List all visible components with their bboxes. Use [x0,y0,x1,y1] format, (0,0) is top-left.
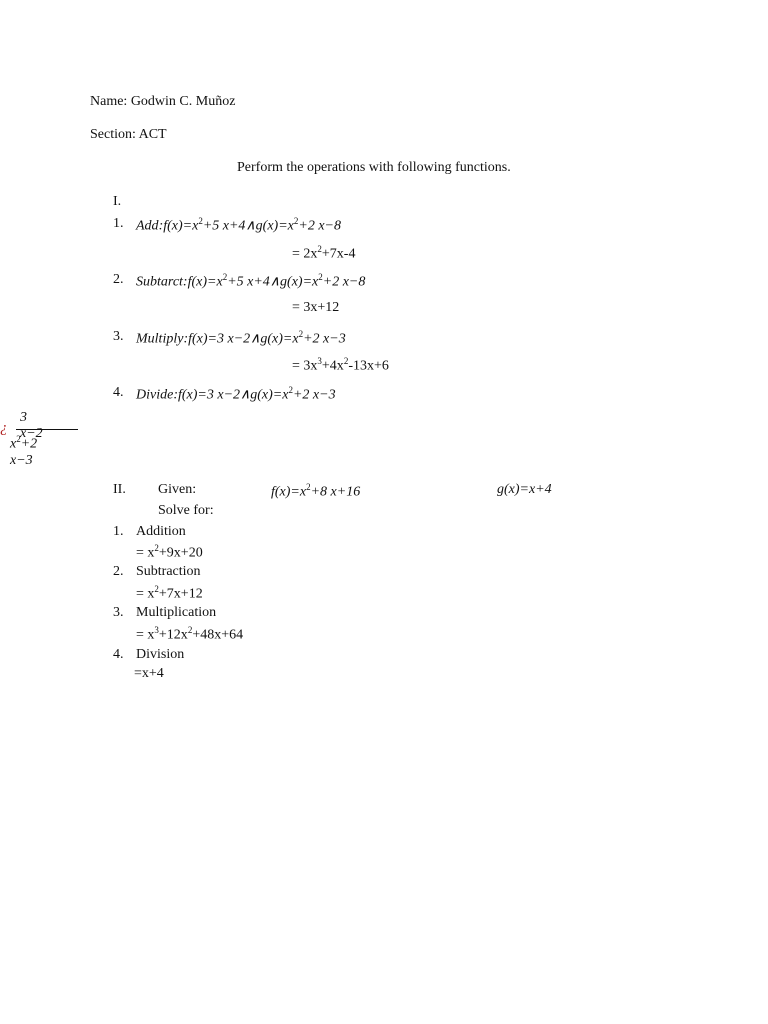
fraction-numerator: 3 x−2 [20,410,43,441]
answer-part: +12x [158,627,188,643]
answer-part: = 3x [292,358,318,374]
part2-item1-number: 1. [113,524,124,539]
part1-item3-expression: Multiply:f(x)=3 $x-2\wedge g(x)=x^2+2$ x−3 [136,329,346,347]
op-label: Add [136,218,159,234]
part2-roman: II. [113,482,126,497]
part1-item1-number: 1. [113,216,124,231]
part2-item4-number: 4. [113,647,124,662]
answer-part: +7x-4 [321,246,356,262]
part1-item2-expression: $Subtarct:f(x)=x^2+5$ $x+4\wedge g(x)=x^2+2$ x−8 [136,272,366,290]
part1-item2-answer: = 3x+12 [292,300,340,315]
given-label: Given: [158,482,197,497]
answer-part: +7x+12 [158,586,203,602]
part1-item1-answer: = $2x^2+7x-4$ [292,244,356,262]
fraction-bar [16,429,78,430]
part1-item1-expression: $Add:f(x)=x^2+5$ $x+4\wedge g(x)=x^2+2$ x−8 [136,216,341,234]
instructions: Perform the operations with following functions. [237,160,511,175]
part2-item1-answer: = $x^2+9x+20$ [136,543,203,561]
part2-item4-label: Division [136,647,185,662]
part2-item2-answer: = $x^2+7x+12$ [136,584,203,602]
part1-item3-answer: = $3x^3+4x^2-13x+6$ [292,356,389,374]
op-label: Subtarct [136,274,183,290]
part2-item3-label: Multiplication [136,605,217,620]
answer-part: +4x [321,358,344,374]
answer-part: +48x+64 [192,627,244,643]
part2-item3-number: 3. [113,605,124,620]
answer-part: = x [136,545,155,561]
section-line: Section: ACT [90,127,167,142]
part1-item4-number: 4. [113,385,124,400]
part2-item1-label: Addition [136,524,186,539]
op-label: Multiply [136,331,184,347]
given-g: g(x)=x+4 [497,482,552,497]
answer-part: = x [136,627,155,643]
part1-item3-number: 3. [113,329,124,344]
part2-item2-label: Subtraction [136,564,201,579]
op-label: Divide [136,387,174,403]
answer-part: +9x+20 [158,545,203,561]
given-f: $f(x)=x^2+8$ x+16 [271,482,361,500]
answer-part: = 2x [292,246,318,262]
part2-item4-answer: =x+4 [134,666,164,681]
part2-item3-answer: = $x^3+12x^2+48x+64$ [136,625,244,643]
solve-for-label: Solve for: [158,503,214,518]
fraction-denominator: $x^2+2$ x−3 [10,434,38,468]
part1-item4-expression: Divide:f(x)=3 $x-2\wedge g(x)=x^2+2$ x−3 [136,385,336,403]
answer-part: -13x+6 [348,358,389,374]
part1-item2-number: 2. [113,272,124,287]
part1-roman: I. [113,194,122,209]
answer-part: = x [136,586,155,602]
part2-item2-number: 2. [113,564,124,579]
stray-glyph: ¿ [0,420,8,436]
student-name: Name: Godwin C. Muñoz [90,94,236,109]
